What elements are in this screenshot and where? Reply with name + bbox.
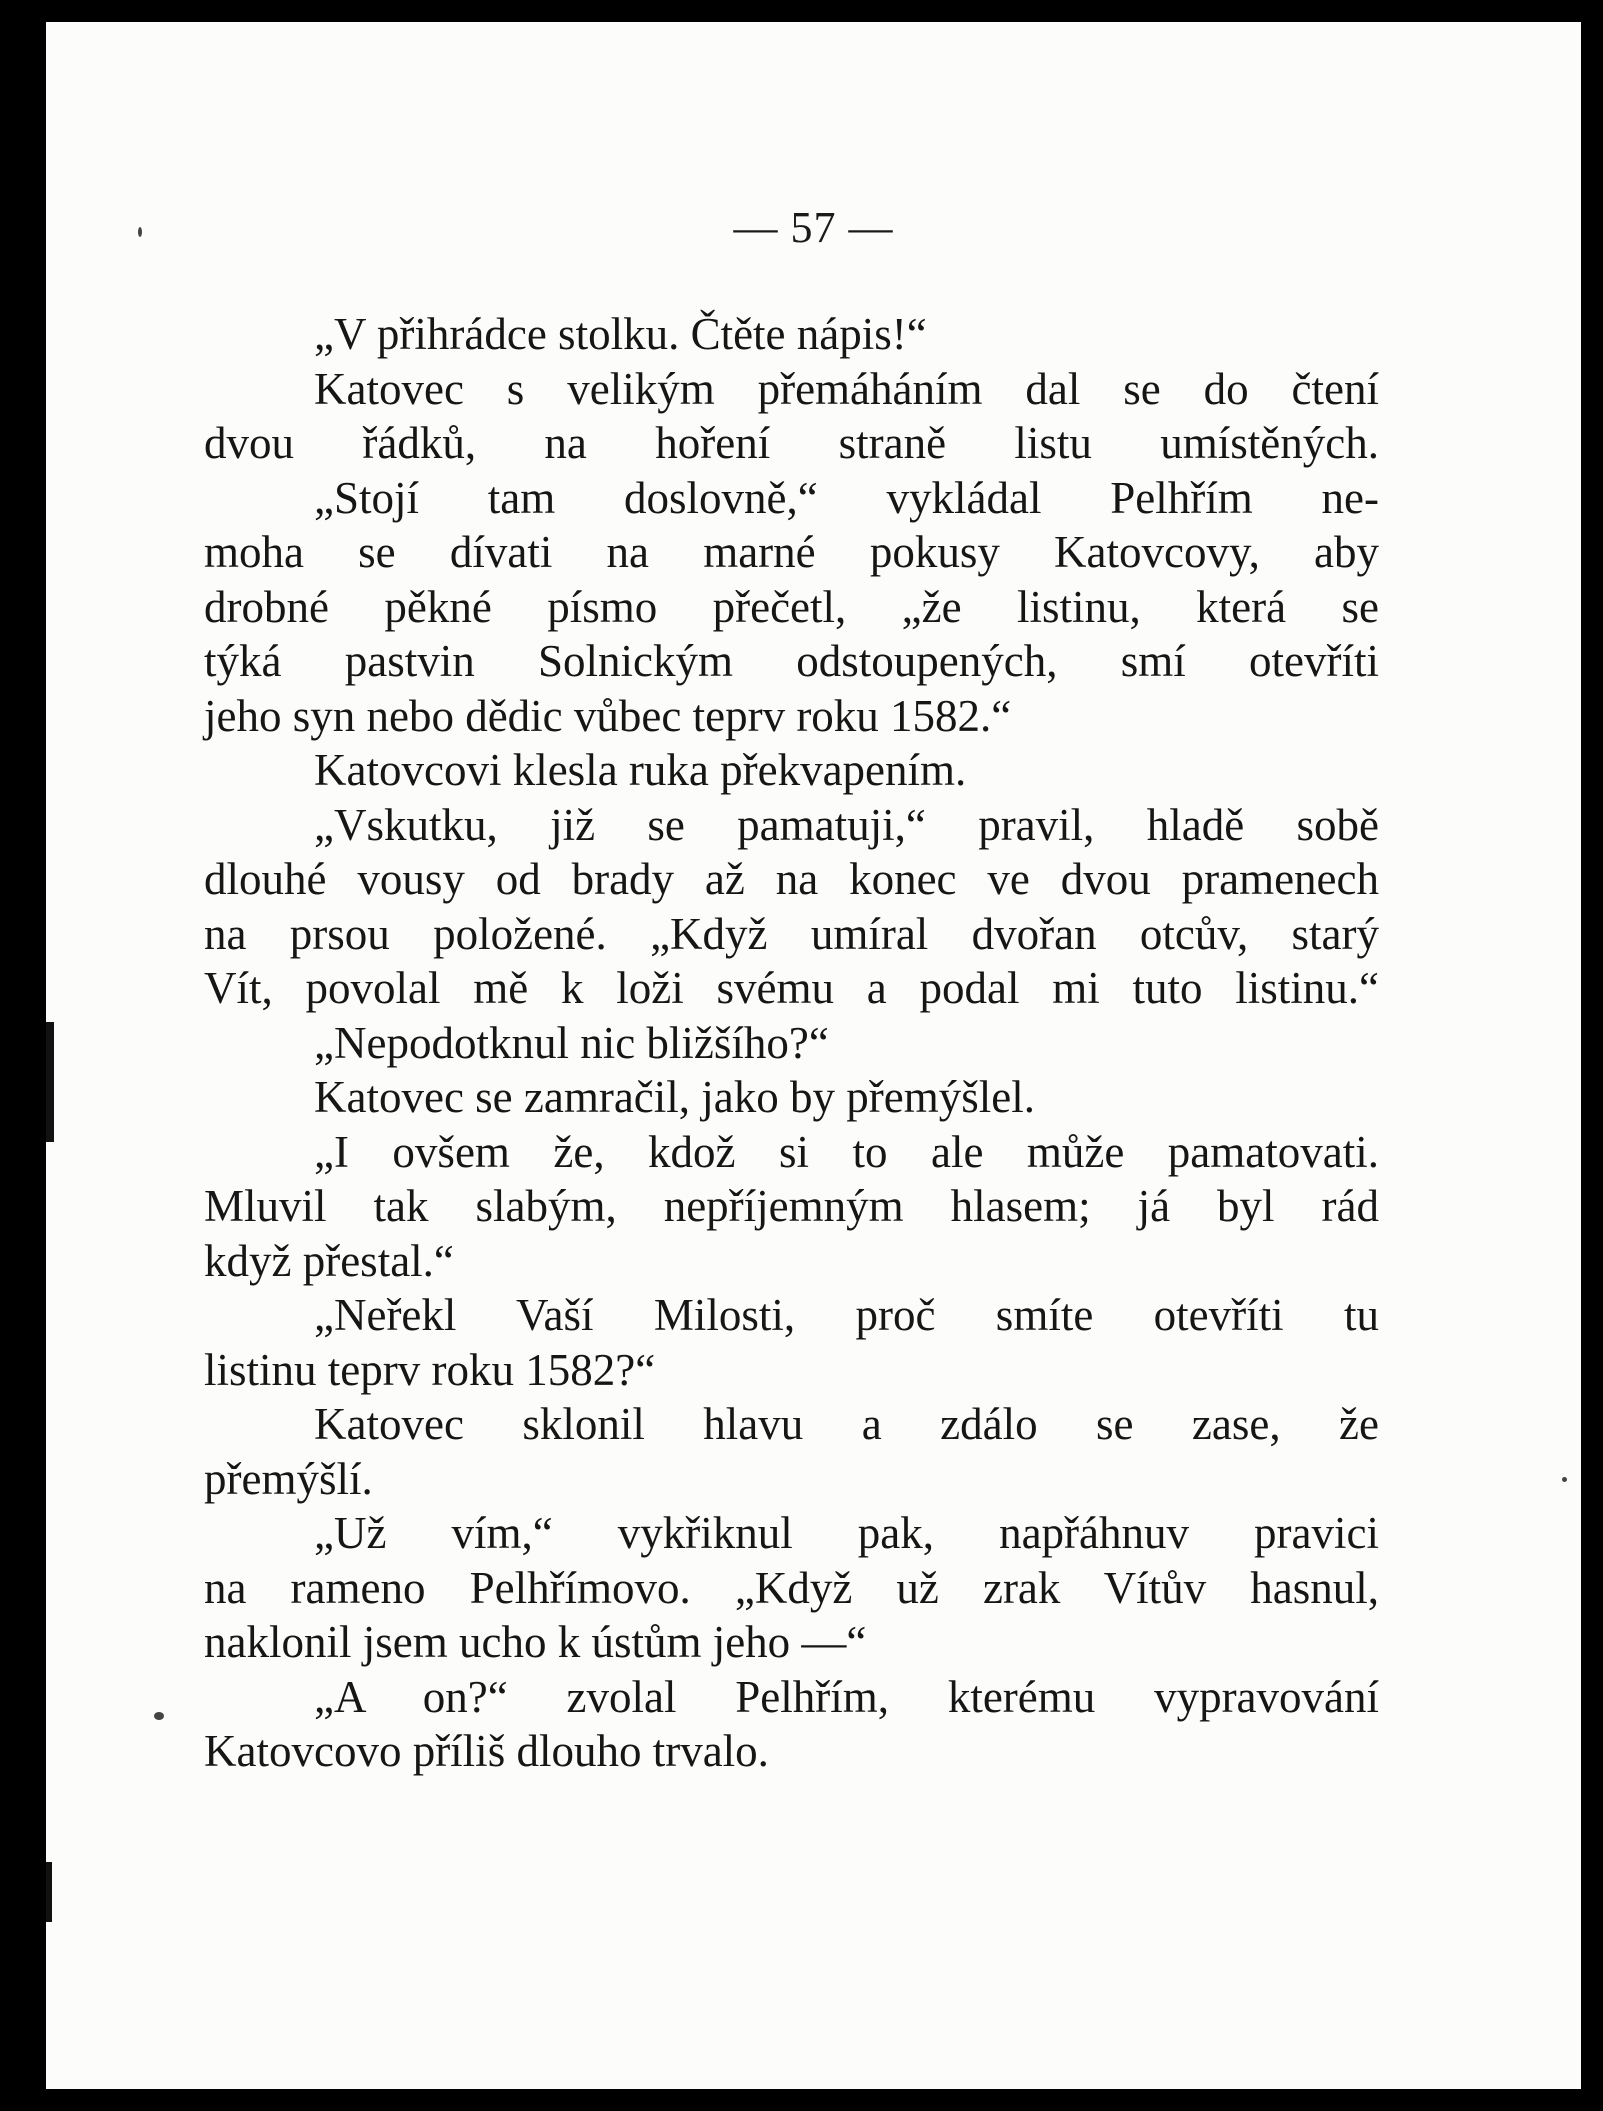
text-line: „Stojí tam doslovně,“ vykládal Pelhřím ne- [314, 472, 1379, 523]
text-line: Vít, povolal mě k loži svému a podal mi tuto listinu.“ [204, 963, 1379, 1013]
text-line: Katovcovi klesla ruka překvapením. [314, 745, 967, 795]
text-line: Katovec sklonil hlavu a zdálo se zase, že [314, 1399, 1379, 1449]
body-text [204, 307, 1379, 1779]
text-line: jeho syn nebo dědic vůbec teprv roku 1582.“ [204, 690, 1012, 741]
text-line: „Už vím,“ vykřiknul pak, napřáhnuv pravici [314, 1508, 1379, 1558]
text-line: drobné pěkné písmo přečetl, „že listinu, která se [204, 581, 1379, 632]
text-line: „V přihrádce stolku. Čtěte nápis!“ [314, 309, 927, 359]
text-line: Mluvil tak slabým, nepříjemným hlasem; já byl rád [204, 1181, 1379, 1231]
paper-speck [1562, 1477, 1567, 1482]
binding-shadow [46, 1862, 52, 1922]
text-line: přemýšlí. [204, 1453, 373, 1504]
text-line: na rameno Pelhřímovo. „Když už zrak Vítův hasnul, [204, 1562, 1379, 1613]
text-line: dlouhé vousy od brady až na konec ve dvou pramenech [204, 854, 1379, 904]
text-line: na prsou položené. „Když umíral dvořan otcův, starý [204, 908, 1379, 959]
text-line: „Nepodotknul nic bližšího?“ [314, 1017, 829, 1068]
text-line: dvou řádků, na hoření straně listu umístěných. [204, 418, 1379, 468]
text-line: moha se dívati na marné pokusy Katovcovy, aby [204, 527, 1379, 577]
text-line: „A on?“ zvolal Pelhřím, kterému vypravování [314, 1671, 1379, 1722]
binding-shadow [46, 1022, 54, 1142]
text-line: týká pastvin Solnickým odstoupených, smí otevříti [204, 636, 1379, 686]
text-line: „I ovšem že, kdož si to ale může pamatovati. [314, 1126, 1379, 1177]
text-line: „Vskutku, již se pamatuji,“ pravil, hladě sobě [314, 799, 1379, 850]
text-line: Katovcovo příliš dlouho trvalo. [204, 1726, 769, 1776]
text-line: Katovec se zamračil, jako by přemýšlel. [314, 1072, 1035, 1122]
book-page [46, 22, 1581, 2089]
page-number: — 57 — [733, 203, 894, 252]
text-line: „Neřekl Vaší Milosti, proč smíte otevříti tu [314, 1290, 1379, 1340]
text-line: naklonil jsem ucho k ústům jeho —“ [204, 1617, 867, 1667]
text-line: Katovec s velikým přemáháním dal se do čtení [314, 363, 1379, 414]
paper-speck [154, 1712, 164, 1720]
text-line: když přestal.“ [204, 1235, 454, 1286]
text-line: listinu teprv roku 1582?“ [204, 1344, 656, 1395]
